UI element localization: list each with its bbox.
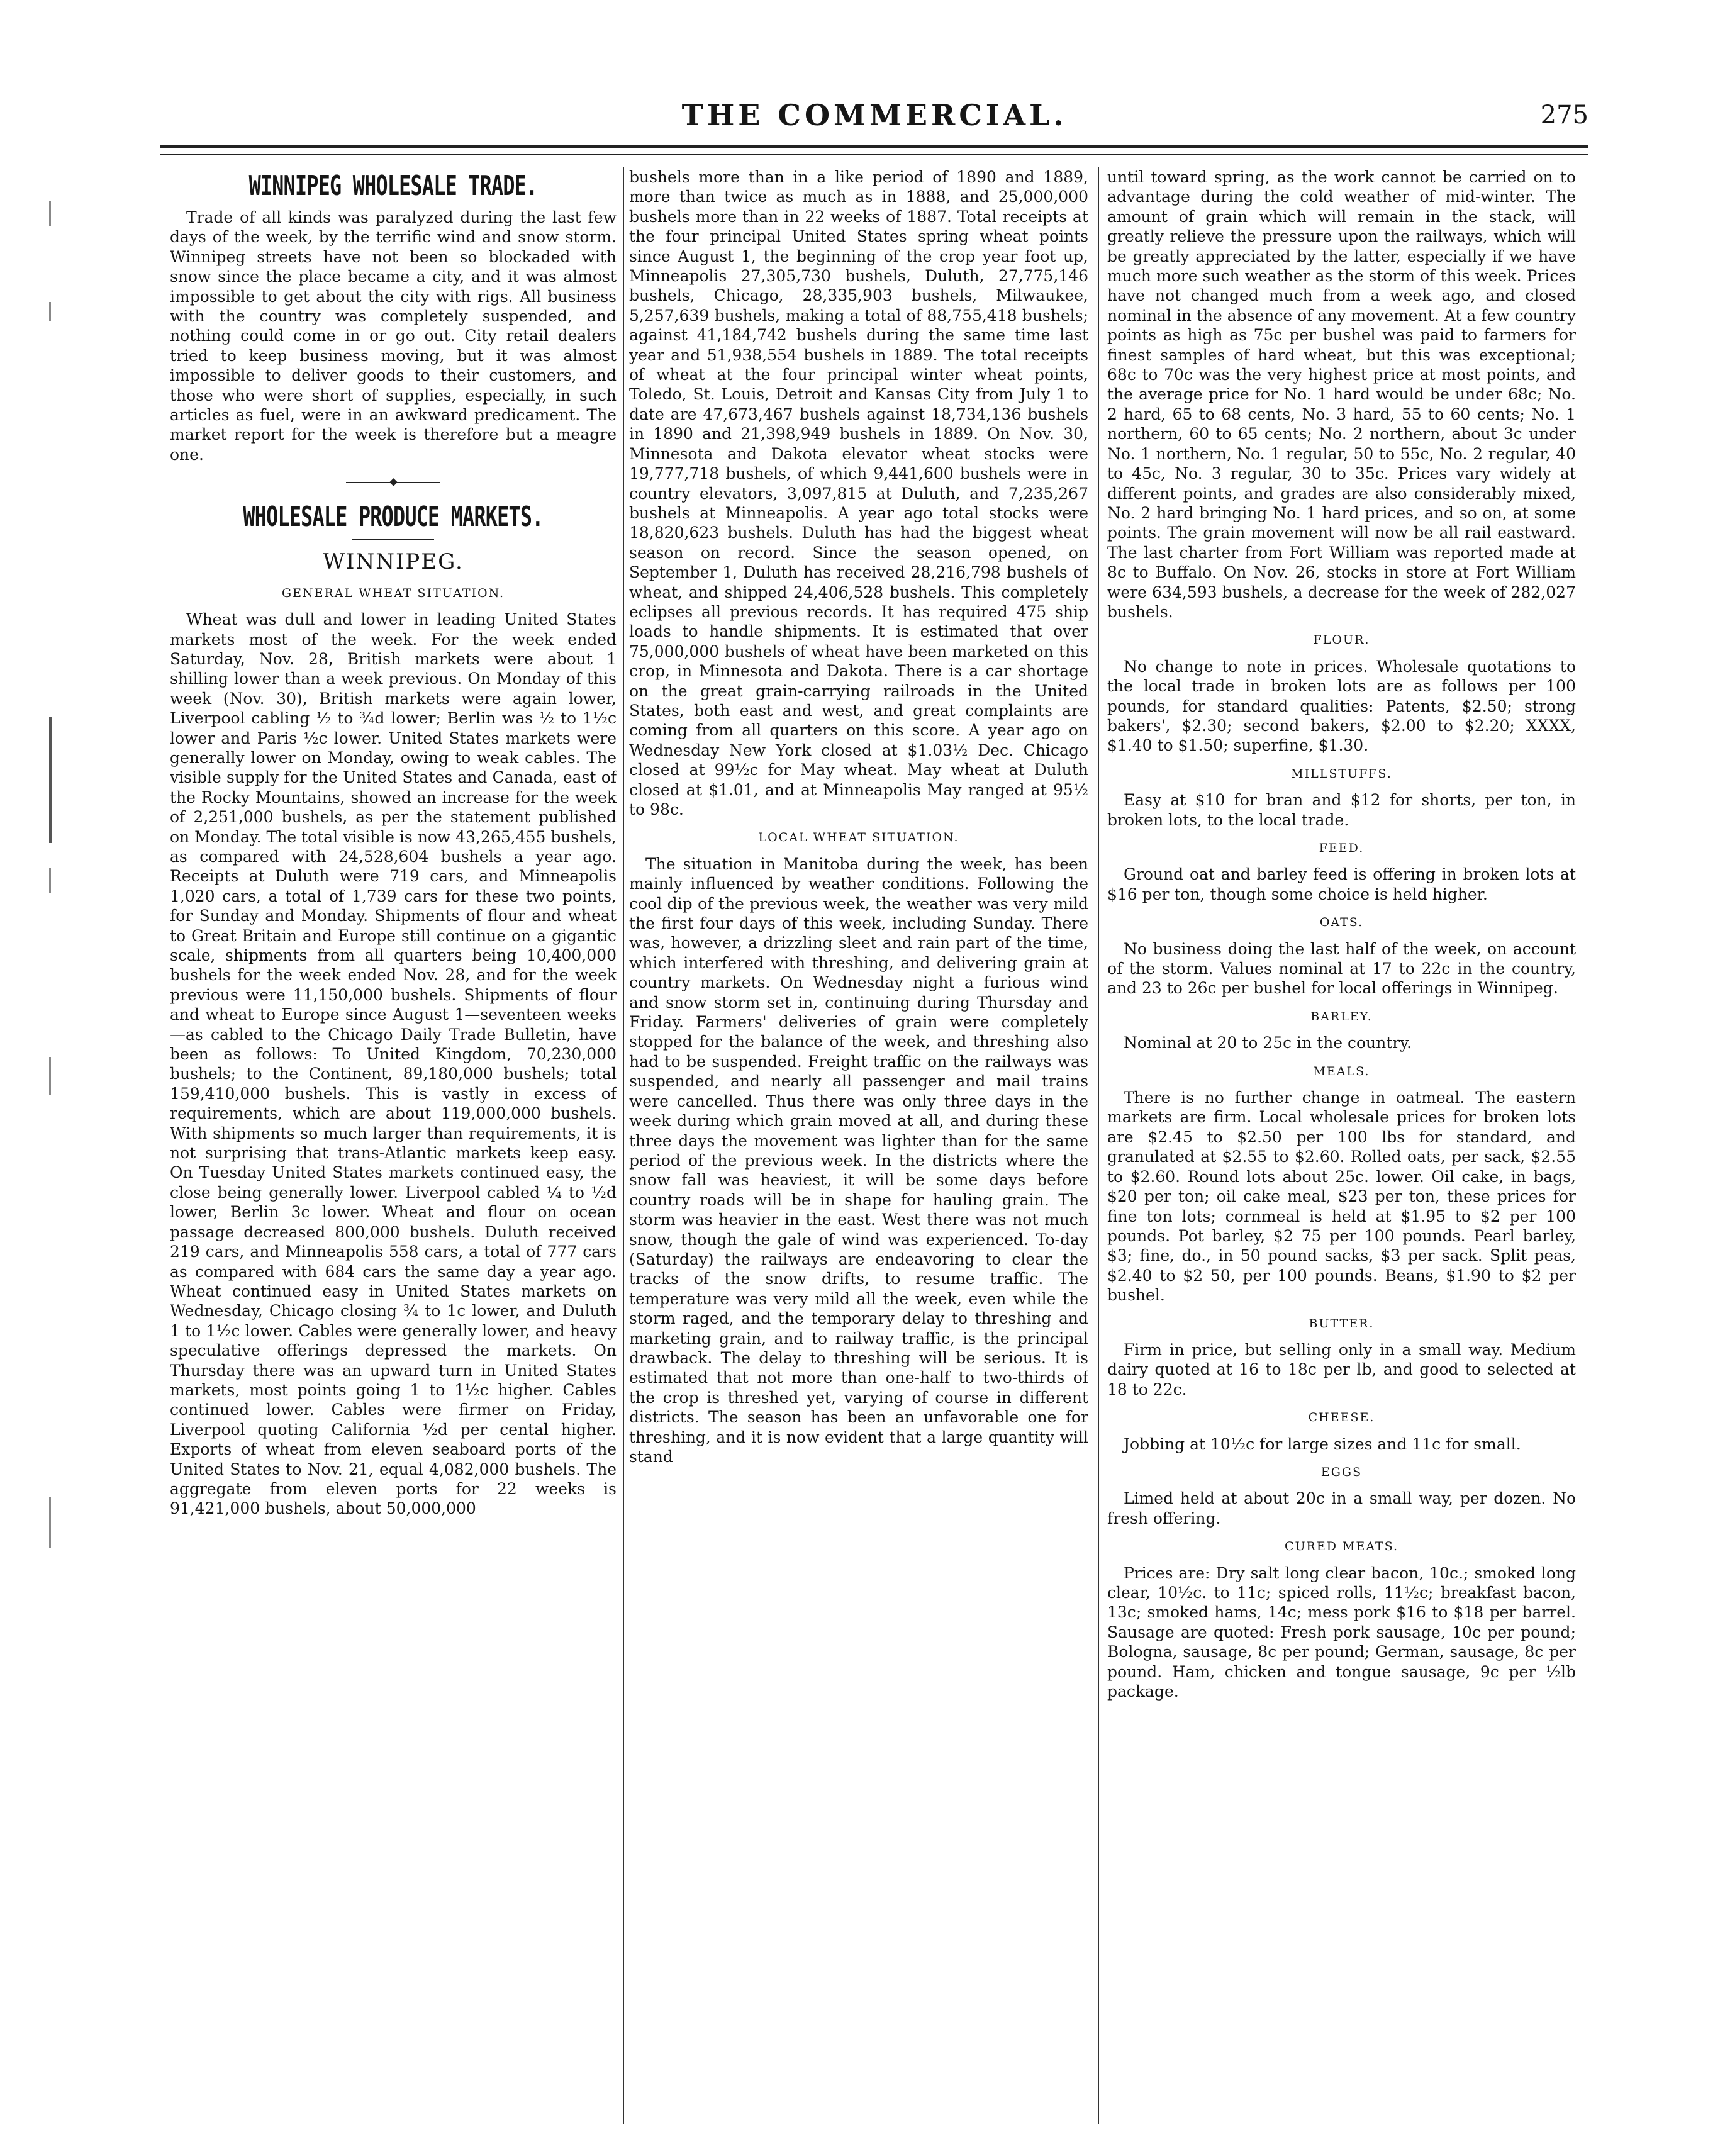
section-heading-flour: FLOUR. [1313,633,1370,647]
column-3 [1107,167,1576,2124]
section-heading-cheese: CHEESE. [1308,1410,1375,1425]
section-heading-local-wheat: LOCAL WHEAT SITUATION. [758,830,959,845]
article-paragraph: Limed held at about 20c in a small way, per dozen. No fresh offering. [1107,1489,1576,1528]
column-1 [170,167,617,2124]
section-heading-eggs: EGGS [1320,1465,1363,1479]
header-rule-thick [160,145,1588,148]
article-paragraph: Nominal at 20 to 25c in the country. [1124,1034,1412,1053]
article-paragraph: Prices are: Dry salt long clear bacon, 10c.; smoked long clear, 10½c. to 11c; spiced rolls, 11½c; breakfast bacon, 13c; smoked hams, 14c; mess pork $16 to $18 per barrel. Sausage are quoted: Fresh pork sausage, 10c per pound; Bologna, sausage, 8c per pound; German, sausage, 8c per pound. Ham, chicken and tongue sausage, 9c per ½lb package. [1107,1563,1576,1701]
binding-margin-marks [44,176,69,2064]
section-heading-cured-meats: CURED MEATS. [1284,1539,1399,1554]
article-paragraph: The situation in Manitoba during the week, has been mainly influenced by weather conditions. Following the cool dip of the previous week, the weather was very mild the first four days of this week, including Sunday. There was, however, a drizzling sleet and rain part of the time, which interfered with threshing, and delivering grain at country markets. On Wednesday night a furious wind and snow storm set in, continuing during Thursday and Friday. Farmers' deliveries of grain were completely stopped for the balance of the week, and threshing also had to be suspended. Freight traffic on the railways was suspended, and nearly all passenger and mail trains were cancelled. Thus there was only three days in the week during which grain moved at all, and during these three days the movement was lighter than for the same period of the previous week. In the districts where the snow fall was heaviest, it will be some days before country roads will be in shape for hauling grain. The storm was heavier in the east. West there was not much snow, though the gale of wind was experienced. To-day (Saturday) the railways are endeavoring to clear the tracks of the snow drifts, to resume traffic. The temperature was very mild all the week, even while the storm raged, and the temporary delay to threshing and marketing grain, and to railway traffic, is the principal drawback. The delay to threshing will be serious. It is estimated that not more than one-half to two-thirds of the crop is threshed yet, varying of course in different districts. The season has been an unfavorable one for threshing, and it is now evident that a large quantity will stand [629,854,1088,1466]
section-heading-meals: MEALS. [1313,1064,1370,1078]
section-divider [346,478,440,487]
section-heading-butter: BUTTER. [1309,1316,1375,1331]
heading-underline [352,539,434,540]
article-paragraph: until toward spring, as the work cannot be carried on to advantage during the cold weather of mid-winter. The amount of grain which will remain in the stack, will greatly relieve the pressure upon the railways, which will be greatly appreciated by the latter, especially if we have much more such weather as the storm of this week. Prices have not changed much from a week ago, and closed nominal in the absence of any movement. At a few country points as high as 75c per bushel was paid to farmers for finest samples of hard wheat, but this was exceptional; 68c to 70c was the very highest price at most points, and the average price for No. 1 hard would be under 68c; No. 2 hard, 65 to 68 cents, No. 3 hard, 55 to 60 cents; No. 1 northern, 60 to 65 cents; No. 2 northern, about 3c under No. 1 northern, No. 1 regular, 50 to 55c, No. 2 regular, 40 to 45c, No. 3 regular, 30 to 35c. Prices vary widely at different points, and grades are also considerably mixed, No. 2 hard bringing No. 1 hard prices, and so on, at some points. The grain movement will now be all rail eastward. The last charter from Fort William was reported made at 8c to Buffalo. On Nov. 26, stocks in store at Fort William were 634,593 bushels, a decrease for the week of 282,027 bushels. [1107,168,1576,621]
column-divider-1 [623,167,624,2124]
section-heading-feed: FEED. [1319,841,1365,855]
article-paragraph: Trade of all kinds was paralyzed during the last few days of the week, by the terrific wind and snow storm. Winnipeg streets have not been so blockaded with snow since the place became a city, and it was almost impossible to get about the city with rigs. All business with the country was completely suspended, and nothing could come in or go out. City retail dealers tried to keep business moving, but it was almost impossible to deliver goods to their customers, and those who were short of supplies, especially, in such articles as fuel, were in an awkward predicament. The market report for the week is therefore but a meagre one. [170,208,617,464]
article-heading-wholesale-trade: WINNIPEG WHOLESALE TRADE. [248,170,538,202]
masthead-title: THE COMMERCIAL. [681,98,1068,132]
article-paragraph: There is no further change in oatmeal. The eastern markets are firm. Local wholesale prices for broken lots are $2.45 to $2.50 per 100 lbs for standard, and granulated at $2.55 to $2.60. Rolled oats, per sack, $2.55 to $2.60. Round lots about 25c. lower. Oil cake, in bags, $20 per ton; oil cake meal, $23 per ton, these prices for fine ton lots; cornmeal is held at $1.95 to $2 per 100 pounds. Pot barley, $2 75 per 100 pounds. Pearl barley, $3; fine, do., in 50 pound sacks, $3 per sack. Split peas, $2.40 to $2 50, per 100 pounds. Beans, $1.90 to $2 per bushel. [1107,1088,1576,1305]
section-heading-barley: BARLEY. [1310,1009,1373,1024]
column-divider-2 [1098,167,1099,2124]
column-2 [629,167,1088,2124]
article-paragraph: No business doing the last half of the week, on account of the storm. Values nominal at 17 to 22c in the country, and 23 to 26c per bushel for local offerings in Winnipeg. [1107,939,1576,998]
page-header [160,94,1588,138]
section-heading-general-wheat: GENERAL WHEAT SITUATION. [281,586,505,600]
article-paragraph: Wheat was dull and lower in leading United States markets most of the week. For the week ended Saturday, Nov. 28, British markets were about 1 shilling lower than a week previous. On Monday of this week (Nov. 30), British markets were again lower, Liverpool cabling ½ to ¾d lower; Berlin was ½ to 1½c lower and Paris ½c lower. United States markets were generally lower on Monday, owing to weak cables. The visible supply for the United States and Canada, east of the Rocky Mountains, showed an increase for the week of 2,251,000 bushels, as per the statement published on Monday. The total visible is now 43,265,455 bushels, as compared with 24,528,604 bushels a year ago. Receipts at Duluth were 719 cars, and Minneapolis 1,020 cars, a total of 1,739 cars for these two points, for Sunday and Monday. Shipments of flour and wheat to Great Britain and Europe still continue on a gigantic scale, shipments from all quarters being 10,400,000 bushels for the week ended Nov. 28, and for the week previous were 11,150,000 bushels. Shipments of flour and wheat to Europe since August 1—seventeen weeks—as cabled to the Chicago Daily Trade Bulletin, have been as follows: To United Kingdom, 70,230,000 bushels; to the Continent, 89,180,000 bushels; total 159,410,000 bushels. This is vastly in excess of requirements, which are about 119,000,000 bushels. With shipments so much larger than requirements, it is not surprising that trans-Atlantic markets keep easy. On Tuesday United States markets continued easy, the close being generally lower. Liverpool cabled ¼ to ½d lower, Berlin 3c lower. Wheat and flour on ocean passage decreased 800,000 bushels. Duluth received 219 cars, and Minneapolis 558 cars, a total of 777 cars as compared with 684 cars the same day a year ago. Wheat continued easy in United States markets on Wednesday, Chicago closing ¾ to 1c lower, and Duluth 1 to 1½c lower. Cables were generally lower, and heavy speculative offerings depressed the markets. On Thursday there was an upward turn in United States markets, most points going 1 to 1½c higher. Cables continued lower. Cables were firmer on Friday, Liverpool quoting California ½d per cental higher. Exports of wheat from eleven seaboard ports of the United States to Nov. 21, equal 4,082,000 bushels. The aggregate from eleven ports for 22 weeks is 91,421,000 bushels, about 50,000,000 [170,610,617,1518]
article-heading-produce-markets: WHOLESALE PRODUCE MARKETS. [243,501,544,533]
page-number: 275 [1540,101,1588,130]
section-heading-oats: OATS. [1319,915,1364,930]
article-paragraph: No change to note in prices. Wholesale quotations to the local trade in broken lots are as follows per 100 pounds, for standard qualities: Patents, $2.50; strong bakers', $2.30; second bakers, $2.00 to $2.20; XXXX, $1.40 to $1.50; superfine, $1.30. [1107,657,1576,755]
article-paragraph: Easy at $10 for bran and $12 for shorts, per ton, in broken lots, to the local trade. [1107,791,1576,829]
article-paragraph: Jobbing at 10½c for large sizes and 11c for small. [1124,1434,1521,1453]
section-heading-millstuffs: MILLSTUFFS. [1291,766,1392,781]
article-subheading-city: WINNIPEG. [323,549,464,575]
article-paragraph: Ground oat and barley feed is offering in broken lots at $16 per ton, though some choice is held higher. [1107,865,1576,903]
article-paragraph: bushels more than in a like period of 1890 and 1889, more than twice as much as in 1888, and 25,000,000 bushels more than in 22 weeks of 1887. Total receipts at the four principal United States spring wheat points since August 1, the beginning of the crop year foot up, Minneapolis 27,305,730 bushels, Duluth, 27,775,146 bushels, Chicago, 28,335,903 bushels, Milwaukee, 5,257,639 bushels, making a total of 88,755,418 bushels; against 41,184,742 bushels during the same time last year and 51,938,554 bushels in 1889. The total receipts of wheat at the four principal winter wheat points, Toledo, St. Louis, Detroit and Kansas City from July 1 to date are 47,673,467 bushels against 18,734,136 bushels in 1890 and 21,398,949 bushels in 1889. On Nov. 30, Minnesota and Dakota elevator wheat stocks were 19,777,718 bushels, of which 9,441,600 bushels were in country elevators, 3,097,815 at Duluth, and 7,235,267 bushels at Minneapolis. A year ago total stocks were 18,820,623 bushels. Duluth has had the biggest wheat season on record. Since the season opened, on September 1, Duluth has received 28,216,798 bushels of wheat, and shipped 24,406,528 bushels. This completely eclipses all previous records. It has required 475 ship loads to handle shipments. It is estimated that over 75,000,000 bushels of wheat have been marketed on this crop, in Minnesota and Dakota. There is a car shortage on the great grain-carrying railroads in the United States, both east and west, and great complaints are coming from all quarters on this score. A year ago on Wednesday New York closed at $1.03½ Dec. Chicago closed at 99½c for May wheat. May wheat at Duluth closed at $1.01, and at Minneapolis May ranged at 95½ to 98c. [629,168,1088,818]
article-paragraph: Firm in price, but selling only in a small way. Medium dairy quoted at 16 to 18c per lb, and good to selected at 18 to 22c. [1107,1340,1576,1399]
header-rule-thin [160,154,1588,155]
